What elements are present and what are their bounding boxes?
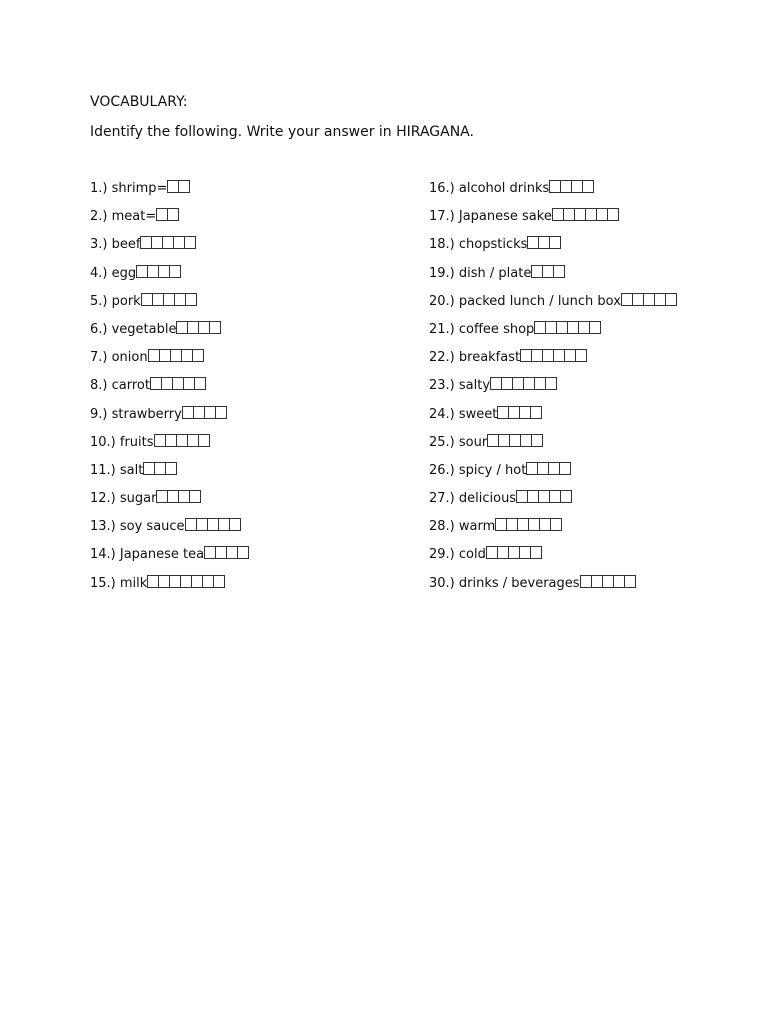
vocab-item-label: 30.) drinks / beverages (429, 575, 580, 591)
vocab-item-label: 13.) soy sauce (90, 519, 185, 535)
answer-blank (490, 377, 557, 390)
vocab-item-label: 6.) vegetable (90, 321, 177, 337)
vocab-item-label: 23.) salty (429, 378, 491, 394)
vocabulary-list-right (429, 180, 749, 603)
answer-blank (495, 518, 562, 531)
vocab-item (90, 293, 410, 321)
vocab-item-label: 16.) alcohol drinks (429, 181, 550, 196)
answer-blank (526, 462, 571, 475)
vocab-item (429, 518, 749, 546)
answer-blank (154, 434, 210, 447)
vocab-item (90, 236, 410, 264)
answer-blank (141, 293, 197, 306)
vocab-item (429, 377, 749, 405)
vocab-item (90, 349, 410, 377)
vocab-item (90, 434, 410, 462)
vocabulary-list-left (90, 180, 410, 603)
vocab-item-label: 21.) coffee shop (429, 321, 535, 337)
vocab-item (90, 575, 410, 603)
vocab-item-label: 11.) salt (90, 462, 144, 478)
vocab-item (429, 462, 749, 490)
vocab-item-label: 26.) spicy / hot (429, 462, 527, 478)
vocab-item (90, 377, 410, 405)
vocab-item (90, 406, 410, 434)
vocab-item (90, 321, 410, 349)
vocab-item (429, 180, 749, 208)
vocab-item-label: 8.) carrot (90, 378, 150, 394)
vocab-item (429, 406, 749, 434)
vocab-item-label: 4.) egg (90, 265, 137, 281)
answer-blank (167, 180, 190, 193)
answer-blank (148, 349, 204, 362)
answer-blank (136, 265, 181, 278)
vocab-item-label: 24.) sweet (429, 406, 498, 422)
answer-blank (156, 490, 201, 503)
vocab-item (90, 546, 410, 574)
vocab-item-label: 7.) onion (90, 350, 148, 366)
vocab-item (429, 575, 749, 603)
answer-blank (486, 546, 542, 559)
vocab-item-label: 29.) cold (429, 547, 486, 563)
vocab-item-label: 14.) Japanese tea (90, 547, 205, 563)
vocab-item (429, 546, 749, 574)
vocab-item-label: 27.) delicious (429, 491, 517, 507)
answer-blank (182, 406, 227, 419)
vocab-item (429, 236, 749, 264)
vocab-item-label: 17.) Japanese sake (429, 209, 552, 225)
vocab-item-label: 18.) chopsticks (429, 237, 528, 253)
vocab-item-label: 9.) strawberry (90, 406, 182, 422)
vocab-item (90, 208, 410, 236)
vocab-item (429, 265, 749, 293)
vocab-item-label: 15.) milk (90, 575, 148, 591)
vocab-item (90, 462, 410, 490)
vocab-item (429, 434, 749, 462)
answer-blank (150, 377, 206, 390)
vocab-item-label: 10.) fruits (90, 434, 154, 450)
answer-blank (176, 321, 221, 334)
vocab-item-label: 2.) meat= (90, 209, 157, 225)
answer-blank (531, 265, 565, 278)
answer-blank (185, 518, 241, 531)
vocab-item (90, 265, 410, 293)
vocab-item (429, 293, 749, 321)
vocab-item-label: 19.) dish / plate (429, 265, 532, 281)
answer-blank (621, 293, 677, 306)
answer-blank (580, 575, 636, 588)
vocab-item (429, 349, 749, 377)
answer-blank (204, 546, 249, 559)
answer-blank (497, 406, 542, 419)
vocab-item-label: 25.) sour (429, 434, 488, 450)
vocab-item-label: 12.) sugar (90, 491, 157, 507)
page-heading: VOCABULARY: (90, 94, 188, 110)
answer-blank (534, 321, 601, 334)
vocab-item (429, 208, 749, 236)
vocab-item-label: 22.) breakfast (429, 350, 521, 366)
answer-blank (143, 462, 177, 475)
answer-blank (140, 236, 196, 249)
vocab-item-label: 5.) pork (90, 293, 141, 309)
answer-blank (527, 236, 561, 249)
vocab-item-label: 28.) warm (429, 519, 496, 535)
vocab-item (90, 180, 410, 208)
answer-blank (516, 490, 572, 503)
answer-blank (147, 575, 225, 588)
answer-blank (487, 434, 543, 447)
vocab-item (90, 518, 410, 546)
vocab-item-label: 20.) packed lunch / lunch box (429, 293, 621, 309)
vocab-item (429, 490, 749, 518)
instructions-text: Identify the following. Write your answer in HIRAGANA. (90, 124, 474, 140)
answer-blank (520, 349, 587, 362)
answer-blank (156, 208, 179, 221)
vocab-item-label: 1.) shrimp= (90, 181, 168, 196)
vocab-item (429, 321, 749, 349)
answer-blank (549, 180, 594, 193)
answer-blank (552, 208, 619, 221)
vocab-item (90, 490, 410, 518)
vocab-item-label: 3.) beef (90, 237, 141, 253)
